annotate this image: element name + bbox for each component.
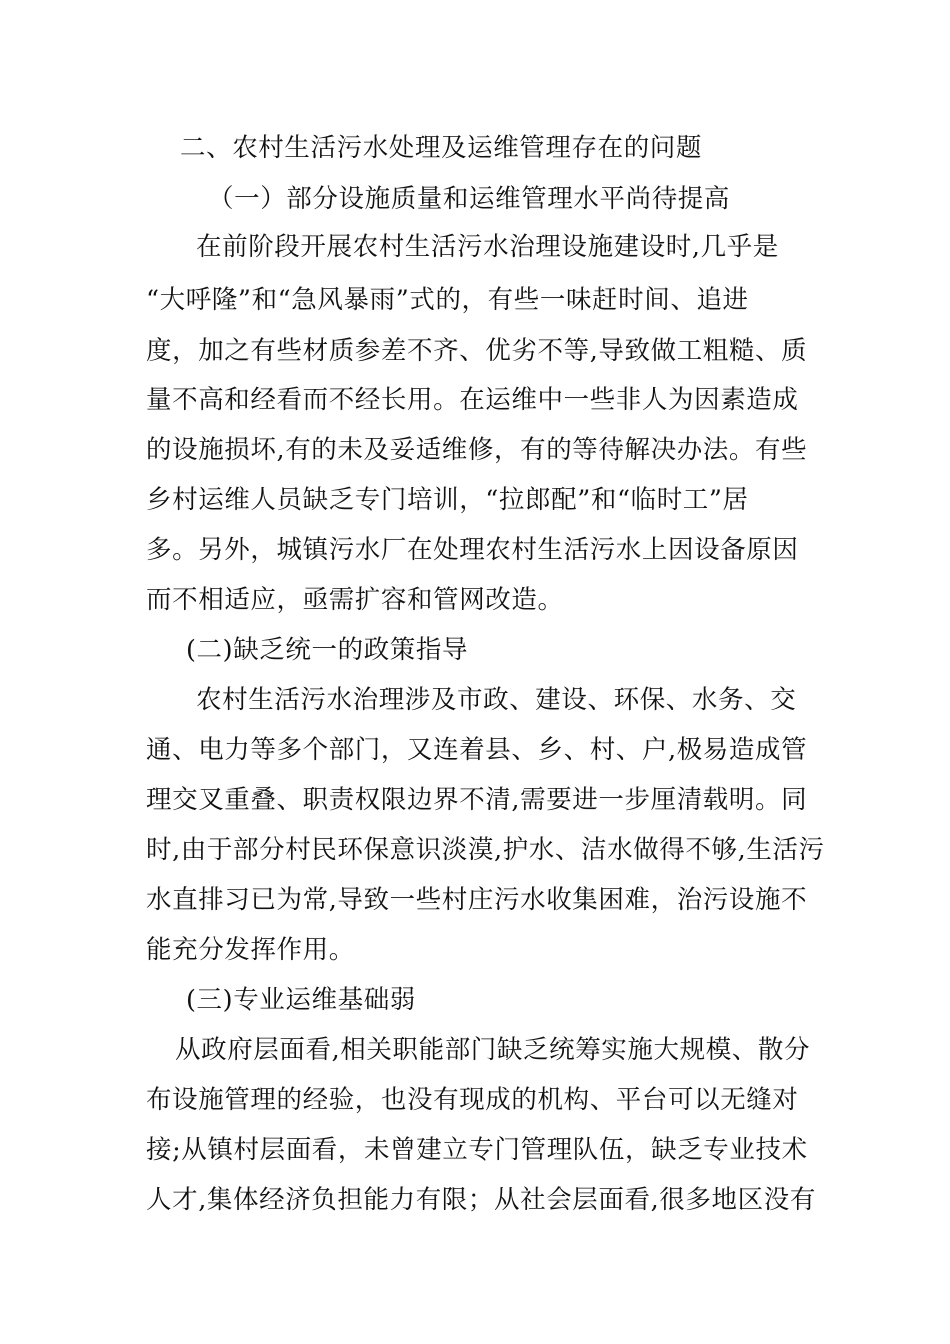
paragraph-line: 乡村运维人员缺乏专门培训，“拉郎配”和“临时工”居 [146, 485, 749, 515]
paragraph-line: 从政府层面看,相关职能部门缺乏统筹实施大规模、散分 [175, 1035, 811, 1065]
paragraph-line: “大呼隆”和“急风暴雨”式的，有些一味赶时间、追进 [146, 285, 749, 315]
paragraph-line: 的设施损坏,有的未及妥适维修，有的等待解决办法。有些 [146, 435, 808, 465]
subsection-title-3: (三)专业运维基础弱 [186, 985, 416, 1015]
paragraph-line: 接;从镇村层面看，未曾建立专门管理队伍，缺乏专业技术 [146, 1135, 808, 1165]
paragraph-line: 人才,集体经济负担能力有限；从社会层面看,很多地区没有 [146, 1185, 816, 1215]
subsection-title-2: (二)缺乏统一的政策指导 [186, 635, 469, 665]
paragraph-line: 布设施管理的经验，也没有现成的机构、平台可以无缝对 [146, 1085, 799, 1115]
paragraph-line: 而不相适应，亟需扩容和管网改造。 [146, 585, 564, 615]
paragraph-line: 通、电力等多个部门，又连着县、乡、村、户,极易造成管 [146, 735, 808, 765]
paragraph-line: 在前阶段开展农村生活污水治理设施建设时,几乎是 [196, 232, 779, 262]
paragraph-line: 度，加之有些材质参差不齐、优劣不等,导致做工粗糙、质 [146, 336, 808, 366]
paragraph-line: 多。另外，城镇污水厂在处理农村生活污水上因设备原因 [146, 535, 799, 565]
paragraph-line: 水直排习已为常,导致一些村庄污水收集困难，治污设施不 [146, 885, 808, 915]
subsection-title-1: （一）部分设施质量和运维管理水平尚待提高 [208, 184, 731, 214]
paragraph-line: 理交叉重叠、职责权限边界不清,需要进一步厘清载明。同 [146, 785, 808, 815]
paragraph-line: 农村生活污水治理涉及市政、建设、环保、水务、交 [196, 685, 797, 715]
paragraph-line: 量不高和经看而不经长用。在运维中一些非人为因素造成 [146, 385, 799, 415]
section-heading: 二、农村生活污水处理及运维管理存在的问题 [180, 133, 703, 163]
paragraph-line: 时,由于部分村民环保意识淡漠,护水、洁水做得不够,生活污 [146, 835, 825, 865]
paragraph-line: 能充分发挥作用。 [146, 935, 355, 965]
